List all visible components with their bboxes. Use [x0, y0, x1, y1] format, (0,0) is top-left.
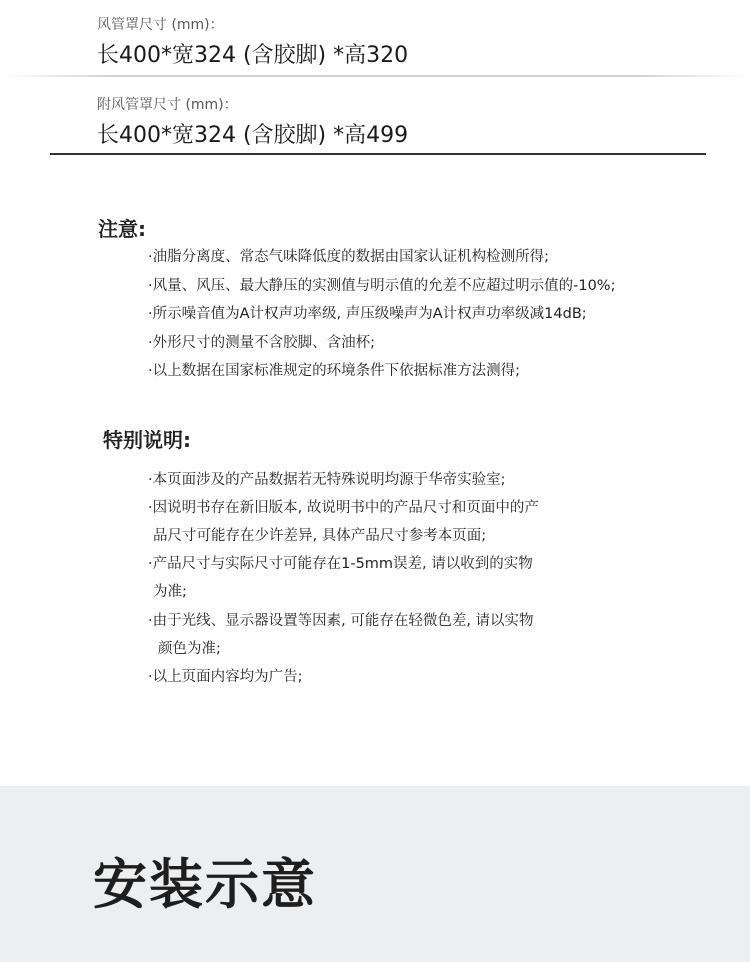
install-title: 安装示意: [93, 853, 317, 916]
special-title: 特别说明:: [103, 428, 191, 452]
special-line: 颜色为准;: [158, 641, 221, 657]
notice-item: ·油脂分离度、常态气味降低度的数据由国家认证机构检测所得;: [148, 249, 549, 265]
divider-thick: [50, 153, 706, 155]
notice-item: ·风量、风压、最大静压的实测值与明示值的允差不应超过明示值的-10%;: [148, 278, 616, 294]
special-line: ·由于光线、显示器设置等因素, 可能存在轻微色差, 请以实物: [148, 613, 534, 629]
divider-thin: [0, 75, 750, 77]
special-line: ·因说明书存在新旧版本, 故说明书中的产品尺寸和页面中的产: [148, 500, 539, 516]
notice-item: ·外形尺寸的测量不含胶脚、含油杯;: [148, 335, 375, 351]
special-line: 为准;: [153, 584, 187, 600]
notice-title: 注意:: [98, 217, 146, 241]
special-line: 品尺寸可能存在少许差异, 具体产品尺寸参考本页面;: [153, 528, 487, 544]
special-line: ·产品尺寸与实际尺寸可能存在1-5mm误差, 请以收到的实物: [148, 556, 533, 572]
spec-label-extra-hood: 附风管罩尺寸 (mm)：: [97, 97, 238, 113]
special-line: ·以上页面内容均为广告;: [148, 669, 303, 685]
spec-value-extra-hood: 长400*宽324 (含胶脚) *高499: [97, 123, 409, 148]
notice-item: ·以上数据在国家标准规定的环境条件下依据标准方法测得;: [148, 363, 520, 379]
spec-label-hood: 风管罩尺寸 (mm)：: [97, 17, 224, 33]
notice-item: ·所示噪音值为A计权声功率级, 声压级噪声为A计权声功率级减14dB;: [148, 306, 587, 322]
spec-value-hood: 长400*宽324 (含胶脚) *高320: [97, 43, 409, 68]
special-line: ·本页面涉及的产品数据若无特殊说明均源于华帝实验室;: [148, 472, 506, 488]
